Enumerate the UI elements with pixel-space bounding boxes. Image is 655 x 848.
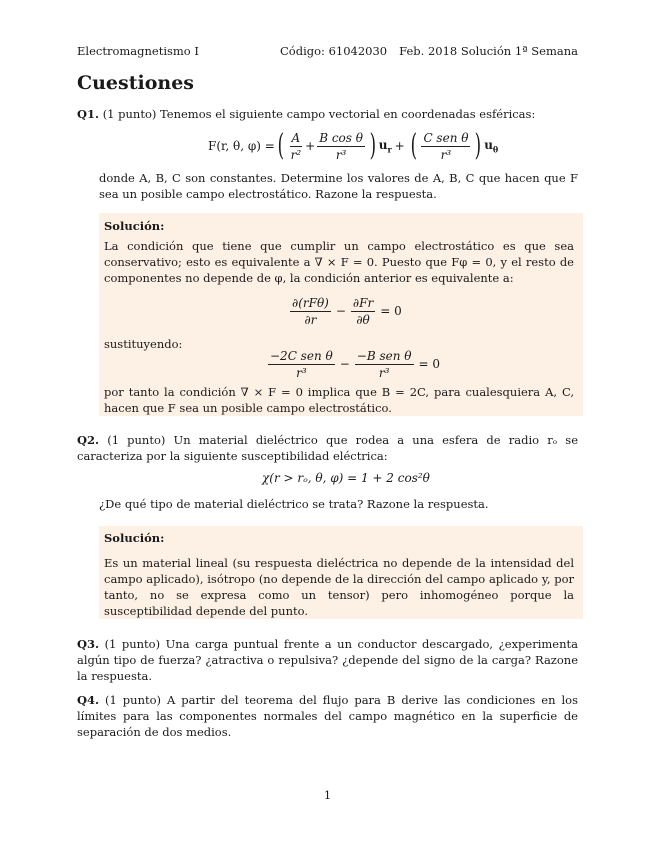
q1-solution-eq2 — [266, 346, 440, 382]
q2-text: (1 punto) Un material dieléctrico que rodea a una esfera de radio rₒ se caracteriza por la siguiente susceptibilidad eléctrica: — [77, 433, 579, 463]
q1-eq-ut: $u_\theta$ — [484, 137, 499, 155]
q1-eq-lhs: F(r, θ, φ) = — [208, 139, 275, 153]
sol-eq1-minus: − — [335, 304, 346, 318]
sol-eq2-frac-a: $\frac{\text{−2C sen θ}}{\text{r³}}$ — [270, 348, 333, 380]
page-header — [77, 44, 578, 60]
section-title: Cuestiones — [77, 72, 194, 94]
right-paren: ) — [475, 128, 482, 163]
sol-eq2-rhs: = 0 — [418, 357, 441, 371]
sol-eq2-frac-b: $\frac{\text{−B sen θ}}{\text{r³}}$ — [356, 348, 412, 380]
q2-statement — [77, 432, 578, 464]
left-paren: ( — [410, 128, 417, 163]
q3-text: (1 punto) Una carga puntual frente a un conductor descargado, ¿experimenta algún tipo de fuerza? ¿atractiva o repulsiva? ¿depende del signo de la carga? Razone la respuesta. — [77, 637, 578, 683]
q1-eq-term2: $\frac{\text{B cos θ}}{\text{r³}}$ — [319, 130, 363, 162]
q3-label: Q3. — [77, 637, 100, 651]
sol-eq1-frac-b: $\frac{\partial Fr}{\partial\theta}$ — [352, 295, 374, 327]
q1-statement — [77, 106, 578, 122]
left-paren: ( — [277, 128, 284, 163]
sol-eq2-minus: − — [339, 357, 350, 371]
q1-solution-text3: por tanto la condición ∇ × F = 0 implica que B = 2C, para cualesquiera A, C, hacen que F sea un posible campo electrostático. — [104, 385, 574, 415]
q2-solution-title: Solución: — [104, 531, 165, 545]
q1-eq-term1: $\frac{A}{\text{r²}}$ — [290, 130, 302, 162]
q3-statement — [77, 636, 578, 684]
q1-solution-eq1 — [288, 293, 402, 329]
q1-text: (1 punto) Tenemos el siguiente campo vectorial en coordenadas esféricas: — [102, 107, 536, 121]
q4-text: (1 punto) A partir del teorema del flujo para B derive las condiciones en los límites para las componentes normales del campo magnético en la superficie de separación de dos medios. — [77, 693, 578, 739]
page-number: 1 — [323, 788, 332, 802]
q1-label: Q1. — [77, 107, 100, 121]
right-paren: ) — [369, 128, 377, 163]
q1-eq-term3: $\frac{\text{C sen θ}}{\text{r³}}$ — [423, 130, 469, 162]
q1-solution-text2: sustituyendo: — [104, 337, 183, 351]
q2-label: Q2. — [77, 433, 100, 447]
q2-equation: χ(r > rₒ, θ, φ) = 1 + 2 cos²θ — [262, 471, 430, 485]
q1-eq-plus: + — [305, 139, 316, 153]
course-code: Código: 61042030 — [280, 44, 388, 58]
q1-equation — [208, 127, 498, 165]
q4-label: Q4. — [77, 693, 100, 707]
q1-eq-ur: $u_r$ — [378, 137, 392, 155]
sol-eq1-rhs: = 0 — [380, 304, 402, 318]
sol-eq1-frac-a: $\frac{\text{∂(rFθ)}}{\partial r}$ — [292, 295, 329, 327]
q1-solution-text1: La condición que tiene que cumplir un campo electrostático es que sea conservativo; esto es equivalente a ∇ × F = 0. Puesto que Fφ = 0, y el resto de componentes no depende de φ, la condición anterior es equivalente a: — [104, 239, 574, 285]
q2-solution-text: Es un material lineal (su respuesta dieléctrica no depende de la intensidad del campo aplicado), isótropo (no depende de la dirección del campo aplicado y, por tanto, no se expresa como un tensor) pero inhomogéneo porque la susceptibilidad depende del punto. — [104, 556, 574, 618]
q2-question: ¿De qué tipo de material dieléctrico se trata? Razone la respuesta. — [99, 497, 489, 511]
q1-solution-title: Solución: — [104, 219, 165, 233]
course-name: Electromagnetismo I — [77, 44, 199, 58]
q1-statement-cont: donde A, B, C son constantes. Determine los valores de A, B, C que hacen que F sea un posible campo electrostático. Razone la respuesta. — [99, 171, 578, 201]
q1-eq-plus2: + — [394, 139, 405, 153]
q4-statement — [77, 692, 578, 740]
exam-session: Feb. 2018 Solución 1ª Semana — [399, 44, 578, 58]
